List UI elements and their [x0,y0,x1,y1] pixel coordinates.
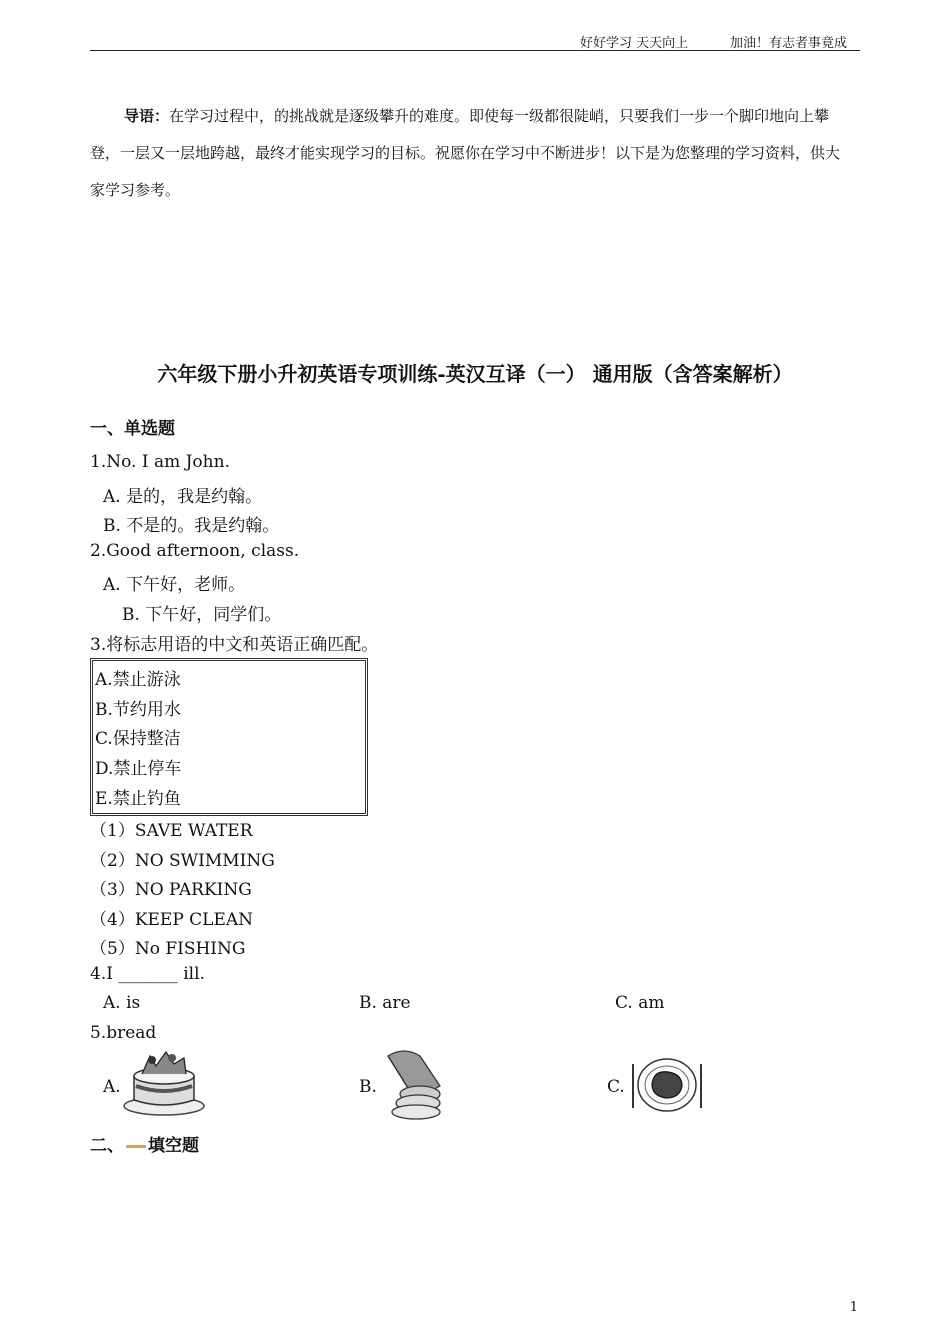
q1-stem: 1.No. I am John. [90,452,230,472]
page-number: 1 [849,1300,858,1315]
q1-option-b: B. 不是的。我是约翰。 [103,516,280,536]
header-left-text: 好好学习 天天向上 [580,36,689,51]
q5-option-a: A. [103,1077,121,1097]
q3-item: （3）NO PARKING [90,880,252,900]
intro-paragraph [90,98,850,209]
q5-option-c: C. [607,1077,625,1097]
q3-item: （1）SAVE WATER [90,821,253,841]
q3-box-item: D.禁止停车 [95,759,182,779]
q4-option-c: C. am [615,993,665,1013]
section-heading-single-choice: 一、单选题 [90,419,175,439]
underline-mark [126,1145,146,1148]
q3-box-item: C.保持整洁 [95,729,181,749]
q4-option-b: B. are [359,993,411,1013]
bread-image [380,1046,450,1120]
q3-sign-box [90,658,368,816]
q2-option-a: A. 下午好，老师。 [103,575,246,595]
q3-box-item: A.禁止游泳 [95,670,181,690]
section2-prefix: 二、 [90,1136,124,1156]
cake-image [122,1046,206,1118]
q3-box-item: E.禁止钓鱼 [95,789,181,809]
q5-stem: 5.bread [90,1023,157,1043]
q2-option-b: B. 下午好，同学们。 [122,605,282,625]
header-right-text: 加油！有志者事竟成 [730,36,848,51]
q5-option-b: B. [359,1077,377,1097]
intro-text: 在学习过程中，的挑战就是逐级攀升的难度。即使每一级都很陡峭，只要我们一步一个脚印地向上攀登，一层又一层地跨越，最终才能实现学习的目标。祝愿你在学习中不断进步！以下是为您整理的学习资料，供大家学习参考。 [90,107,841,199]
section2-text: 填空题 [148,1136,199,1156]
q3-stem: 3.将标志用语的中文和英语正确匹配。 [90,635,379,655]
q3-item: （4）KEEP CLEAN [90,910,254,930]
section-heading-fill-blank [90,1131,199,1156]
q2-stem: 2.Good afternoon, class. [90,541,300,561]
q3-item: （2）NO SWIMMING [90,851,275,871]
q1-option-a: A. 是的，我是约翰。 [103,487,263,507]
page-header [90,30,860,51]
q3-box-item: B.节约用水 [95,700,181,720]
document-title: 六年级下册小升初英语专项训练-英汉互译（一） 通用版（含答案解析） [157,362,793,386]
q4-stem: 4.I _______ ill. [90,964,205,984]
q3-item: （5）No FISHING [90,939,246,959]
intro-label: 导语： [124,107,170,125]
plate-meat-image [630,1054,704,1116]
q4-option-a: A. is [103,993,141,1013]
